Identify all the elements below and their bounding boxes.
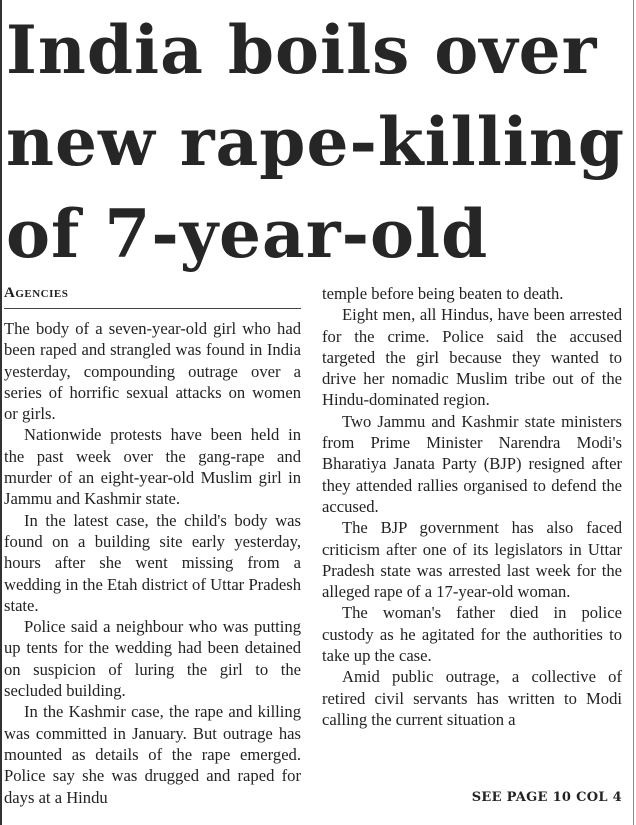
right-border-rule — [633, 0, 634, 825]
left-border-rule — [0, 0, 2, 825]
headline-line-2: new rape-killing — [6, 103, 625, 181]
jump-line: SEE PAGE 10 COL 4 — [471, 790, 622, 805]
paragraph: The body of a seven-year-old girl who had been raped and strangled was found in India yesterday, compounding outrage over a series of horrific sexual attacks on women or girls. — [4, 319, 301, 424]
paragraph: Eight men, all Hindus, have been arrested for the crime. Police said the accused targeted the girl because they wanted to drive her nomadic Muslim tribe out of the Hindu-dominated region. — [322, 305, 622, 410]
paragraph-continuation: temple before being beaten to death. — [322, 284, 564, 303]
headline-line-1: India boils over — [6, 11, 598, 89]
article-column-right — [322, 283, 622, 730]
paragraph: Nationwide protests have been held in the past week over the gang-rape and murder of an eight-year-old Muslim girl in Jammu and Kashmir state. — [4, 425, 301, 509]
headline-line-3: of 7-year-old — [6, 195, 489, 273]
paragraph: In the Kashmir case, the rape and killing was committed in January. But outrage has mounted as details of the rape emerged. Police say she was drugged and raped for days at a Hindu — [4, 702, 301, 807]
paragraph: Amid public outrage, a collective of retired civil servants has written to Modi calling the current situation a — [322, 667, 622, 729]
headline — [6, 4, 628, 280]
paragraph: The woman's father died in police custody as he agitated for the authorities to take up the case. — [322, 603, 622, 666]
article-column-left — [4, 283, 301, 808]
paragraph: In the latest case, the child's body was found on a building site early yesterday, hours after she went missing from a wedding in the Etah district of Uttar Pradesh state. — [4, 510, 301, 615]
byline: Agencies — [4, 283, 301, 309]
paragraph: The BJP government has also faced criticism after one of its legislators in Uttar Pradesh state was arrested last week for the alleged rape of a 17-year-old woman. — [322, 518, 622, 602]
paragraph: Police said a neighbour who was putting up tents for the wedding had been detained on suspicion of luring the girl to the secluded building. — [4, 617, 301, 701]
paragraph: Two Jammu and Kashmir state ministers from Prime Minister Narendra Modi's Bharatiya Janata Party (BJP) resigned after they attended rallies organised to defend the accused. — [322, 411, 622, 516]
